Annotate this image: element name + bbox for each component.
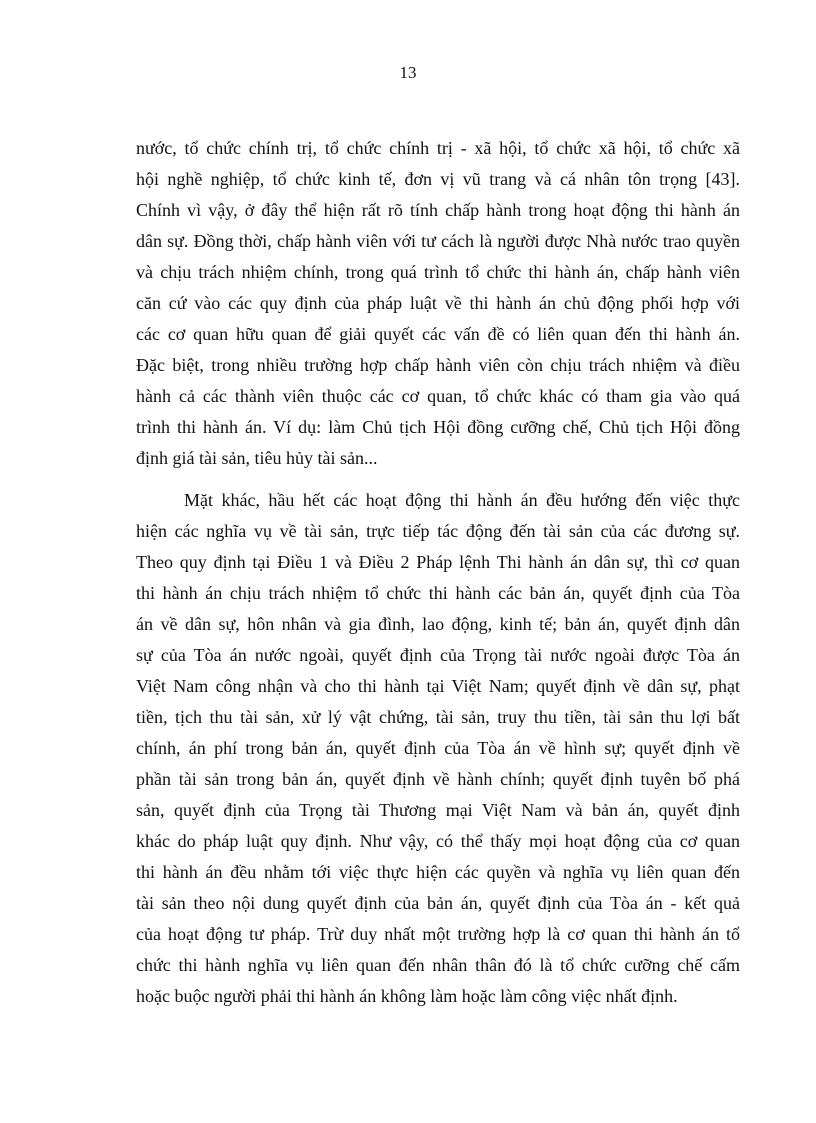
- text-line: định giá tài sản, tiêu hủy tài sản...: [136, 448, 378, 468]
- text-line: Mặt khác, hầu hết các hoạt động thi hành án đều hướng đến việc thực: [184, 490, 740, 510]
- paragraph-spacer: [136, 474, 740, 485]
- text-line: hành cả các thành viên thuộc các cơ quan, tổ chức khác có tham gia vào quá: [136, 386, 740, 406]
- text-line: tài sản theo nội dung quyết định của bản án, quyết định của Tòa án - kết quả: [136, 893, 740, 913]
- text-line: thi hành án chịu trách nhiệm tổ chức thi hành các bản án, quyết định của Tòa: [136, 583, 740, 603]
- text-line: hiện các nghĩa vụ về tài sản, trực tiếp tác động đến tài sản của các đương sự.: [136, 521, 740, 541]
- text-line: Theo quy định tại Điều 1 và Điều 2 Pháp lệnh Thi hành án dân sự, thì cơ quan: [136, 552, 740, 572]
- paragraph-1: [136, 133, 740, 474]
- text-line: và chịu trách nhiệm chính, trong quá trình tổ chức thi hành án, chấp hành viên: [136, 262, 740, 282]
- text-line: của hoạt động tư pháp. Trừ duy nhất một trường hợp là cơ quan thi hành án tổ: [136, 924, 740, 944]
- text-line: thi hành án đều nhằm tới việc thực hiện các quyền và nghĩa vụ liên quan đến: [136, 862, 740, 882]
- text-line: nước, tổ chức chính trị, tổ chức chính trị - xã hội, tổ chức xã hội, tổ chức xã: [136, 138, 740, 158]
- text-line: tiền, tịch thu tài sản, xử lý vật chứng, tài sản, truy thu tiền, tài sản thu lợi bất: [136, 707, 740, 727]
- text-line: các cơ quan hữu quan để giải quyết các vấn đề có liên quan đến thi hành án.: [136, 324, 740, 344]
- text-line: căn cứ vào các quy định của pháp luật về thi hành án chủ động phối hợp với: [136, 293, 740, 313]
- text-line: sản, quyết định của Trọng tài Thương mại Việt Nam và bản án, quyết định: [136, 800, 740, 820]
- text-line: trình thi hành án. Ví dụ: làm Chủ tịch Hội đồng cưỡng chế, Chủ tịch Hội đồng: [136, 417, 740, 437]
- text-line: dân sự. Đồng thời, chấp hành viên với tư cách là người được Nhà nước trao quyền: [136, 231, 740, 251]
- text-line: khác do pháp luật quy định. Như vậy, có thể thấy mọi hoạt động của cơ quan: [136, 831, 740, 851]
- text-line: Việt Nam công nhận và cho thi hành tại Việt Nam; quyết định về dân sự, phạt: [136, 676, 740, 696]
- body-text: [136, 133, 740, 1012]
- text-line: phần tài sản trong bản án, quyết định về hành chính; quyết định tuyên bố phá: [136, 769, 740, 789]
- text-line: chức thi hành nghĩa vụ liên quan đến nhân thân đó là tổ chức cưỡng chế cấm: [136, 955, 740, 975]
- text-line: hoặc buộc người phải thi hành án không làm hoặc làm công việc nhất định.: [136, 986, 678, 1006]
- text-line: sự của Tòa án nước ngoài, quyết định của Trọng tài nước ngoài được Tòa án: [136, 645, 740, 665]
- text-line: Chính vì vậy, ở đây thể hiện rất rõ tính chấp hành trong hoạt động thi hành án: [136, 200, 740, 220]
- text-line: hội nghề nghiệp, tổ chức kinh tế, đơn vị vũ trang và cá nhân tôn trọng [43].: [136, 169, 740, 189]
- page-number: 13: [399, 63, 417, 82]
- text-line: Đặc biệt, trong nhiều trường hợp chấp hành viên còn chịu trách nhiệm và điều: [136, 355, 740, 375]
- paragraph-2: [136, 485, 740, 1012]
- text-line: án về dân sự, hôn nhân và gia đình, lao động, kinh tế; bản án, quyết định dân: [136, 614, 740, 634]
- text-line: chính, án phí trong bản án, quyết định của Tòa án về hình sự; quyết định về: [136, 738, 740, 758]
